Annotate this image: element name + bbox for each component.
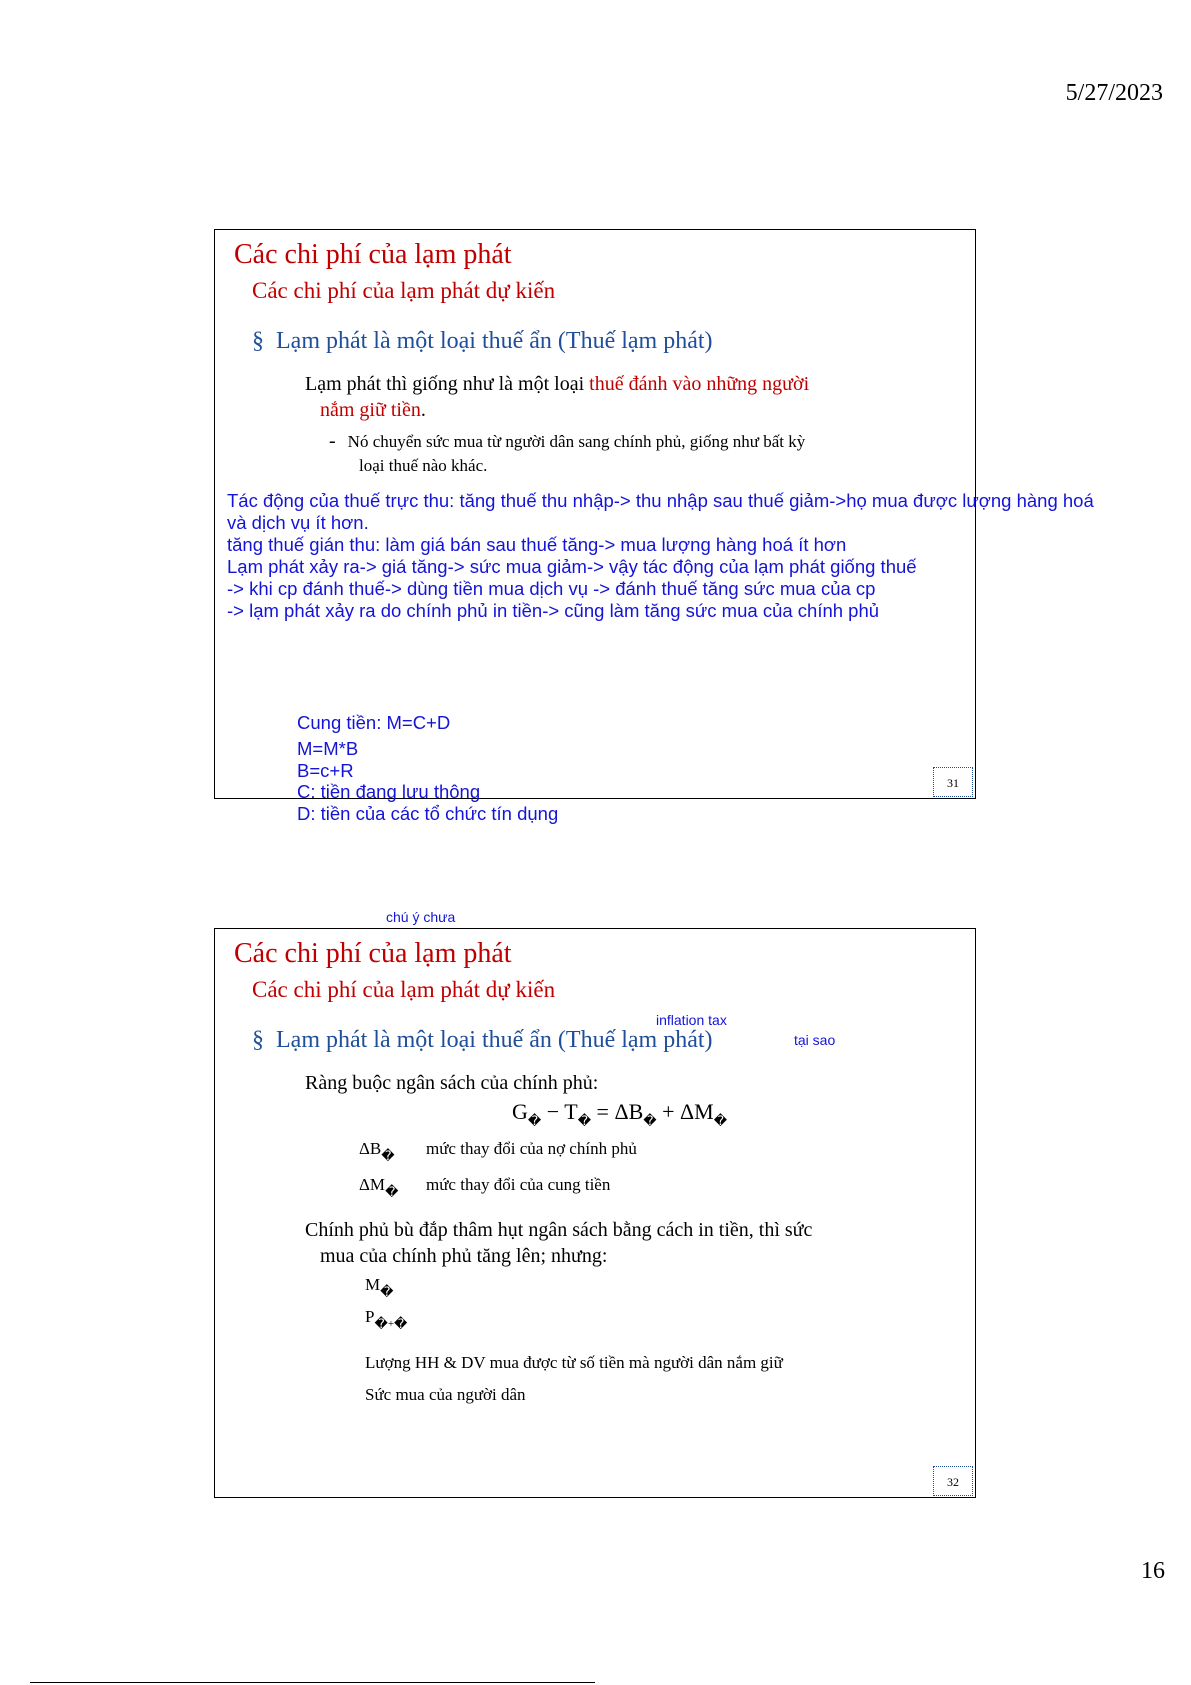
def-symbol: ΔB bbox=[359, 1139, 382, 1158]
money-note-2: M=M*B bbox=[297, 738, 359, 759]
formula-b: = ΔB bbox=[591, 1099, 644, 1124]
item-m bbox=[357, 1275, 423, 1300]
note-line-1: Tác động của thuế trực thu: tăng thuế thu nhập-> thu nhập sau thuế giảm->họ mua được lượng hàng hoá bbox=[227, 490, 1094, 511]
note-line-4: Lạm phát xảy ra-> giá tăng-> sức mua giảm-> vậy tác động của lạm phát giống thuế bbox=[227, 556, 917, 577]
point-budget-constraint bbox=[293, 1072, 598, 1095]
slide-number-32: 32 bbox=[933, 1466, 973, 1496]
def-delta-b-text: mức thay đổi của nợ chính phủ bbox=[426, 1139, 637, 1158]
bullet-text: Lạm phát là một loại thuế ẩn (Thuế lạm phát) bbox=[276, 328, 713, 354]
def-sub: � bbox=[381, 1149, 395, 1164]
footer-rule bbox=[30, 1682, 595, 1683]
note-inflation-tax: inflation tax bbox=[656, 1012, 727, 1028]
money-note-4: C: tiền đang lưu thông bbox=[297, 781, 481, 802]
item-goods bbox=[357, 1353, 801, 1373]
def-delta-b bbox=[359, 1139, 395, 1164]
note-line-6: -> lạm phát xảy ra do chính phủ in tiền-> cũng làm tăng sức mua của chính phủ bbox=[227, 600, 880, 621]
point-red-text-2: nắm giữ tiền bbox=[320, 399, 421, 421]
formula-sub: � bbox=[713, 1114, 728, 1129]
item-p-sub2: � bbox=[394, 1317, 408, 1332]
def-symbol: ΔM bbox=[359, 1175, 386, 1194]
def-sub: � bbox=[385, 1185, 399, 1200]
formula-t: − T bbox=[541, 1099, 578, 1124]
item-p-label: P bbox=[365, 1307, 375, 1326]
item-m-sub: � bbox=[380, 1285, 394, 1300]
dash-line1: Nó chuyển sức mua từ người dân sang chính phủ, giống như bất kỳ bbox=[347, 432, 806, 451]
formula-g: G bbox=[512, 1099, 528, 1124]
formula-sub: � bbox=[643, 1114, 657, 1129]
item-goods-text: Lượng HH & DV mua được từ số tiền mà người dân nắm giữ bbox=[365, 1353, 783, 1372]
point-inflation-like-tax bbox=[293, 373, 809, 396]
dash-item bbox=[329, 430, 805, 453]
item-power-text: Sức mua của người dân bbox=[365, 1385, 526, 1404]
note-attention: chú ý chưa bbox=[386, 909, 456, 925]
item-m-label: M bbox=[365, 1275, 381, 1294]
page-number: 16 bbox=[1141, 1558, 1165, 1584]
point-prefix: Lạm phát thì giống như là một loại bbox=[305, 373, 590, 395]
note-line-5: -> khi cp đánh thuế-> dùng tiền mua dịch vụ -> đánh thuế tăng sức mua của cp bbox=[227, 578, 876, 599]
money-note-3: B=c+R bbox=[297, 760, 354, 781]
point-print-money bbox=[293, 1219, 812, 1242]
point-line2-end: . bbox=[420, 399, 426, 421]
formula-sub: � bbox=[577, 1114, 592, 1129]
item-p bbox=[357, 1307, 433, 1332]
point-text: Ràng buộc ngân sách của chính phủ: bbox=[305, 1072, 599, 1094]
point-red-text: thuế đánh vào những người bbox=[589, 373, 810, 395]
bullet-symbol: § bbox=[252, 1027, 264, 1053]
point-line2: mua của chính phủ tăng lên; nhưng: bbox=[320, 1245, 608, 1267]
item-p-sub: � bbox=[374, 1317, 388, 1332]
slide-subtitle: Các chi phí của lạm phát dự kiến bbox=[252, 977, 556, 1002]
item-purchasing-power bbox=[357, 1385, 544, 1405]
formula-sub: � bbox=[527, 1114, 542, 1129]
header-date: 5/27/2023 bbox=[1065, 80, 1163, 106]
money-note-1: Cung tiền: M=C+D bbox=[297, 712, 451, 733]
money-note-5: D: tiền của các tổ chức tín dụng bbox=[297, 803, 559, 824]
slide-title: Các chi phí của lạm phát bbox=[234, 938, 512, 969]
note-why: tại sao bbox=[794, 1032, 836, 1048]
point-line1: Chính phủ bù đắp thâm hụt ngân sách bằng cách in tiền, thì sức bbox=[305, 1219, 813, 1241]
slide-32 bbox=[214, 928, 976, 1498]
bullet-symbol: § bbox=[252, 328, 264, 354]
formula-m: + ΔM bbox=[656, 1099, 714, 1124]
bullet-hidden-tax bbox=[252, 1027, 713, 1054]
point-line2 bbox=[320, 399, 426, 422]
dash-line2: loại thuế nào khác. bbox=[359, 456, 488, 475]
dash-symbol: - bbox=[329, 430, 336, 452]
budget-formula bbox=[512, 1099, 727, 1129]
note-line-3: tăng thuế gián thu: làm giá bán sau thuế tăng-> mua lượng hàng hoá ít hơn bbox=[227, 534, 847, 555]
slide-number-31: 31 bbox=[933, 767, 973, 797]
def-delta-m bbox=[359, 1175, 398, 1200]
slide-subtitle: Các chi phí của lạm phát dự kiến bbox=[252, 278, 556, 303]
bullet-hidden-tax bbox=[252, 328, 713, 355]
item-p-plus: + bbox=[387, 1318, 395, 1330]
def-delta-m-text: mức thay đổi của cung tiền bbox=[426, 1175, 611, 1194]
bullet-text: Lạm phát là một loại thuế ẩn (Thuế lạm phát) bbox=[276, 1027, 713, 1053]
slide-title: Các chi phí của lạm phát bbox=[234, 239, 512, 270]
note-line-2: và dịch vụ ít hơn. bbox=[227, 512, 369, 533]
